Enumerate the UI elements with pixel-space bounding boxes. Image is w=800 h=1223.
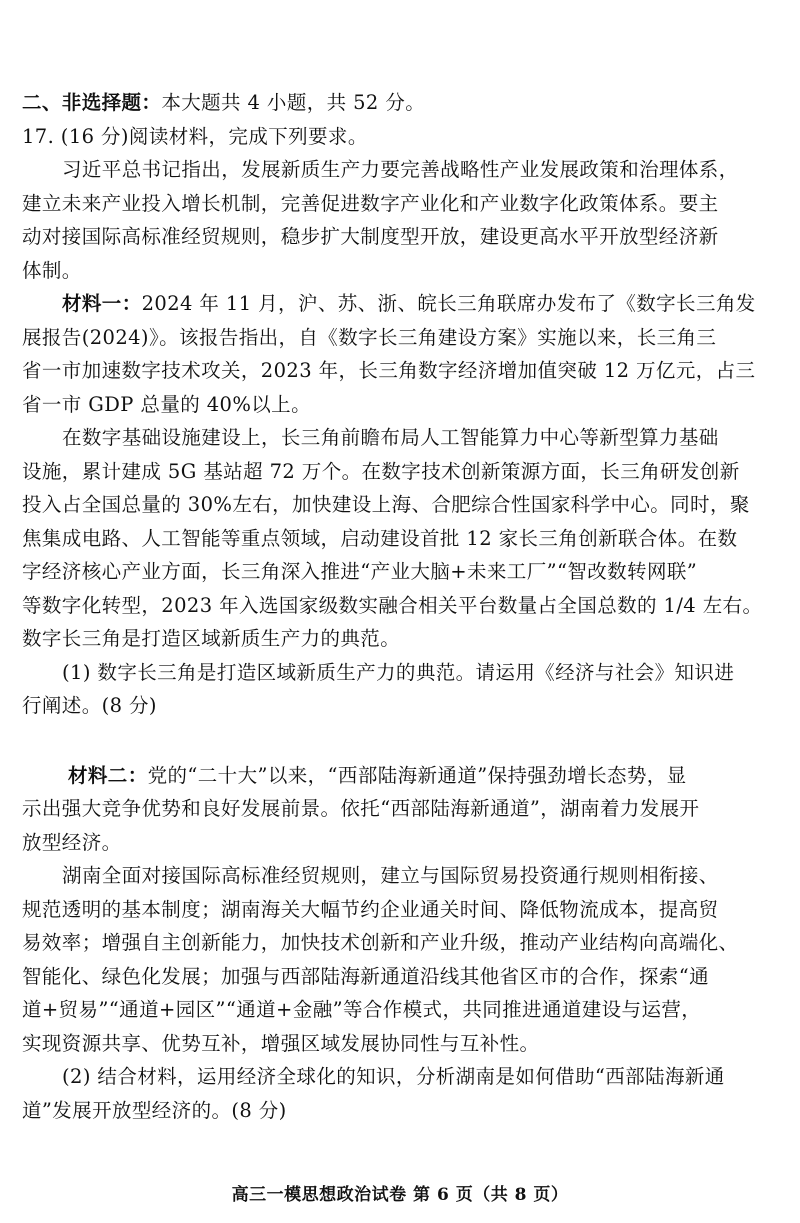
- material-two-label: 材料二：: [68, 763, 148, 787]
- intro-line: 体制。: [22, 258, 82, 282]
- material-two-line: 示出强大竞争优势和良好发展前景。依托“西部陆海新通道”，湖南着力发展开: [22, 797, 700, 820]
- material-one-line: 数字长三角是打造区域新质生产力的典范。: [22, 627, 401, 650]
- material-two: [22, 759, 778, 1128]
- material-one-line: 在数字基础设施建设上，长三角前瞻布局人工智能算力中心等新型算力基础: [62, 426, 719, 449]
- material-two-line: 智能化、绿色化发展；加强与西部陆海新通道沿线其他省区市的合作，探索“通: [22, 964, 709, 988]
- answer-space: [22, 723, 778, 759]
- material-one-line: 字经济核心产业方面，长三角深入推进“产业大脑+未来工厂”“智改数转网联”: [22, 560, 698, 583]
- sub-question-1: (1) 数字长三角是打造区域新质生产力的典范。请运用《经济与社会》知识进: [62, 660, 735, 684]
- sub-question-2: (2) 结合材料，运用经济全球化的知识，分析湖南是如何借助“西部陆海新通: [62, 1065, 725, 1088]
- material-one-line: 投入占全国总量的 30%左右，加快建设上海、合肥综合性国家科学中心。同时，聚: [22, 493, 750, 516]
- material-two-line: 规范透明的基本制度；湖南海关大幅节约企业通关时间、降低物流成本，提高贸: [22, 897, 719, 921]
- question-stem: 17. (16 分)阅读材料，完成下列要求。: [22, 124, 368, 148]
- sub-question-1: 行阐述。(8 分): [22, 694, 157, 717]
- material-one-line: 焦集成电路、人工智能等重点领域，启动建设首批 12 家长三角创新联合体。在数: [22, 526, 738, 550]
- section-header: [22, 86, 778, 120]
- material-two-line: 易效率；增强自主创新能力，加快技术创新和产业升级，推动产业结构向高端化、: [22, 931, 739, 954]
- page-footer: 高三一模思想政治试卷 第 6 页（共 8 页）: [231, 1185, 569, 1205]
- material-two-line: [22, 759, 778, 793]
- material-one-line: 省一市 GDP 总量的 40%以上。: [22, 392, 311, 416]
- material-one: [22, 287, 778, 723]
- material-one-label: 材料一：: [62, 292, 142, 315]
- material-two-line: 湖南全面对接国际高标准经贸规则，建立与国际贸易投资通行规则相衔接、: [62, 864, 719, 887]
- intro-line: 习近平总书记指出，发展新质生产力要完善战略性产业发展政策和治理体系，: [62, 158, 739, 181]
- section-heading: 二、非选择题：: [22, 91, 162, 114]
- material-one-line: 等数字化转型，2023 年入选国家级数实融合相关平台数量占全国总数的 1/4 左右。: [22, 593, 763, 617]
- exam-page: [22, 86, 778, 1127]
- material-text: 2024 年 11 月，沪、苏、浙、皖长三角联席办发布了《数字长三角发: [141, 292, 756, 315]
- material-one-line: 展报告(2024)》。该报告指出，自《数字长三角建设方案》实施以来，长三角三: [22, 325, 717, 349]
- sub-question-2: 道”发展开放型经济的。(8 分): [22, 1098, 287, 1122]
- intro-line: 建立未来产业投入增长机制，完善促进数字产业化和产业数字化政策体系。要主: [22, 191, 719, 215]
- material-one-line: 设施，累计建成 5G 基站超 72 万个。在数字技术创新策源方面，长三角研发创新: [22, 459, 740, 483]
- material-one-line: [22, 287, 778, 321]
- material-one-line: 省一市加速数字技术攻关，2023 年，长三角数字经济增加值突破 12 万亿元，占三: [22, 359, 756, 382]
- material-two-line: 放型经济。: [22, 830, 122, 854]
- section-desc: 本大题共 4 小题，共 52 分。: [161, 91, 426, 114]
- material-text: 党的“二十大”以来，“西部陆海新通道”保持强劲增长态势，显: [147, 763, 687, 787]
- material-two-line: 实现资源共享、优势互补，增强区域发展协同性与互补性。: [22, 1031, 540, 1055]
- question-intro: [22, 153, 778, 287]
- material-two-line: 道+贸易”“通道+园区”“通道+金融”等合作模式，共同推进通道建设与运营，: [22, 998, 702, 1021]
- intro-line: 动对接国际高标准经贸规则，稳步扩大制度型开放，建设更高水平开放型经济新: [22, 225, 719, 248]
